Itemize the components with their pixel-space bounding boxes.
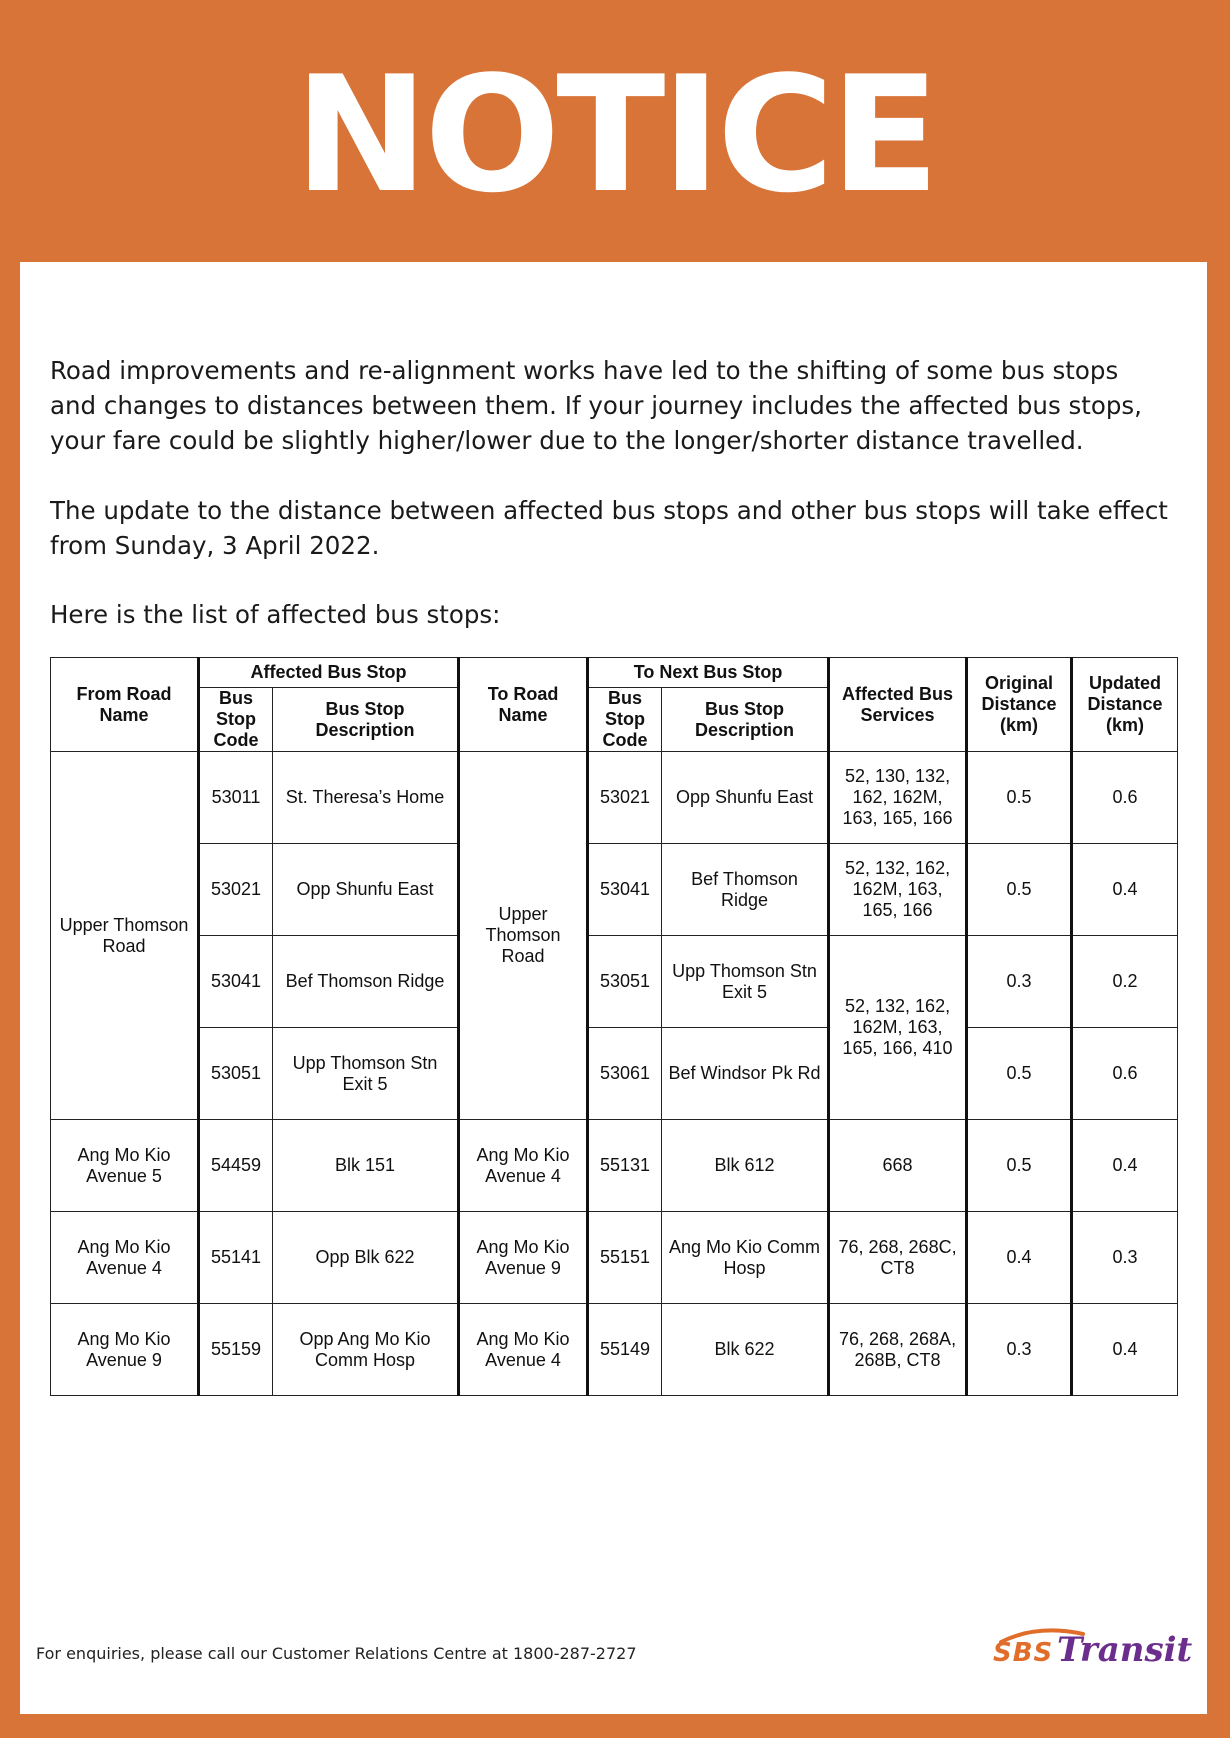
stop-code-cell: 55159 — [199, 1304, 273, 1396]
updated-distance-cell: 0.6 — [1072, 752, 1178, 844]
table-row — [51, 1028, 1178, 1120]
stop-desc-cell: Opp Ang Mo Kio Comm Hosp — [273, 1304, 459, 1396]
header-to-road: To Road Name — [459, 658, 588, 752]
original-distance-cell: 0.5 — [967, 752, 1072, 844]
header-services: Affected Bus Services — [829, 658, 967, 752]
updated-distance-cell: 0.6 — [1072, 1028, 1178, 1120]
next-code-cell: 53021 — [588, 752, 662, 844]
header-affected-stop-group: Affected Bus Stop — [199, 658, 459, 688]
stop-code-cell: 53041 — [199, 936, 273, 1028]
logo-sbs-text: SBS — [993, 1638, 1054, 1668]
list-intro: Here is the list of affected bus stops: — [50, 600, 501, 629]
next-desc-cell: Blk 612 — [662, 1120, 829, 1212]
updated-distance-cell: 0.4 — [1072, 1120, 1178, 1212]
table-row — [51, 1120, 1178, 1212]
updated-distance-cell: 0.4 — [1072, 844, 1178, 936]
header-from-road: From Road Name — [51, 658, 199, 752]
stop-code-cell: 53051 — [199, 1028, 273, 1120]
table-row — [51, 936, 1178, 1028]
header-next-stop-group: To Next Bus Stop — [588, 658, 829, 688]
to-road-cell: Ang Mo Kio Avenue 4 — [459, 1120, 588, 1212]
original-distance-cell: 0.5 — [967, 1028, 1072, 1120]
original-distance-cell: 0.3 — [967, 1304, 1072, 1396]
updated-distance-cell: 0.4 — [1072, 1304, 1178, 1396]
next-code-cell: 53041 — [588, 844, 662, 936]
next-code-cell: 53061 — [588, 1028, 662, 1120]
header-updated-distance: Updated Distance (km) — [1072, 658, 1178, 752]
services-cell: 668 — [829, 1120, 967, 1212]
next-desc-cell: Opp Shunfu East — [662, 752, 829, 844]
services-cell: 52, 130, 132, 162, 162M, 163, 165, 166 — [829, 752, 967, 844]
stop-desc-cell: Opp Shunfu East — [273, 844, 459, 936]
header-stop-description: Bus Stop Description — [273, 688, 459, 752]
next-code-cell: 55149 — [588, 1304, 662, 1396]
to-road-cell: Ang Mo Kio Avenue 9 — [459, 1212, 588, 1304]
table-row — [51, 1212, 1178, 1304]
header-original-distance: Original Distance (km) — [967, 658, 1072, 752]
stop-desc-cell: St. Theresa’s Home — [273, 752, 459, 844]
stop-desc-cell: Bef Thomson Ridge — [273, 936, 459, 1028]
next-desc-cell: Upp Thomson Stn Exit 5 — [662, 936, 829, 1028]
to-road-cell: Upper Thomson Road — [459, 752, 588, 1120]
notice-title: NOTICE — [294, 41, 936, 228]
stop-desc-cell: Opp Blk 622 — [273, 1212, 459, 1304]
header-stop-code: Bus Stop Code — [199, 688, 273, 752]
from-road-cell: Ang Mo Kio Avenue 5 — [51, 1120, 199, 1212]
from-road-cell: Ang Mo Kio Avenue 4 — [51, 1212, 199, 1304]
header-next-stop-code: Bus Stop Code — [588, 688, 662, 752]
table-row — [51, 752, 1178, 844]
from-road-cell: Upper Thomson Road — [51, 752, 199, 1120]
sbs-transit-logo — [993, 1626, 1193, 1676]
services-cell: 76, 268, 268C, CT8 — [829, 1212, 967, 1304]
notice-panel — [20, 262, 1207, 1714]
to-road-cell: Ang Mo Kio Avenue 4 — [459, 1304, 588, 1396]
affected-stops-table — [50, 657, 1178, 1396]
next-desc-cell: Bef Windsor Pk Rd — [662, 1028, 829, 1120]
services-cell: 52, 132, 162, 162M, 163, 165, 166, 410 — [829, 936, 967, 1120]
stop-desc-cell: Upp Thomson Stn Exit 5 — [273, 1028, 459, 1120]
stop-code-cell: 54459 — [199, 1120, 273, 1212]
services-cell: 52, 132, 162, 162M, 163, 165, 166 — [829, 844, 967, 936]
original-distance-cell: 0.5 — [967, 1120, 1072, 1212]
effective-date-paragraph: The update to the distance between affected bus stops and other bus stops will take effect from Sunday, 3 April 2022. — [50, 496, 1168, 560]
stop-desc-cell: Blk 151 — [273, 1120, 459, 1212]
original-distance-cell: 0.5 — [967, 844, 1072, 936]
stop-code-cell: 55141 — [199, 1212, 273, 1304]
table-row — [51, 844, 1178, 936]
updated-distance-cell: 0.2 — [1072, 936, 1178, 1028]
original-distance-cell: 0.4 — [967, 1212, 1072, 1304]
enquiry-footer: For enquiries, please call our Customer Relations Centre at 1800-287-2727 — [36, 1644, 637, 1663]
header-next-stop-description: Bus Stop Description — [662, 688, 829, 752]
next-code-cell: 53051 — [588, 936, 662, 1028]
stop-code-cell: 53021 — [199, 844, 273, 936]
next-desc-cell: Blk 622 — [662, 1304, 829, 1396]
stop-code-cell: 53011 — [199, 752, 273, 844]
next-code-cell: 55151 — [588, 1212, 662, 1304]
updated-distance-cell: 0.3 — [1072, 1212, 1178, 1304]
next-desc-cell: Ang Mo Kio Comm Hosp — [662, 1212, 829, 1304]
original-distance-cell: 0.3 — [967, 936, 1072, 1028]
next-code-cell: 55131 — [588, 1120, 662, 1212]
logo-transit-text: Transit — [1057, 1630, 1193, 1670]
services-cell: 76, 268, 268A, 268B, CT8 — [829, 1304, 967, 1396]
table-row — [51, 1304, 1178, 1396]
intro-paragraph: Road improvements and re-alignment works have led to the shifting of some bus stops and changes to distances between them. If your journey includes the affected bus stops, your fare could be slightly higher/lower due to the longer/shorter distance travelled. — [50, 356, 1142, 455]
from-road-cell: Ang Mo Kio Avenue 9 — [51, 1304, 199, 1396]
next-desc-cell: Bef Thomson Ridge — [662, 844, 829, 936]
